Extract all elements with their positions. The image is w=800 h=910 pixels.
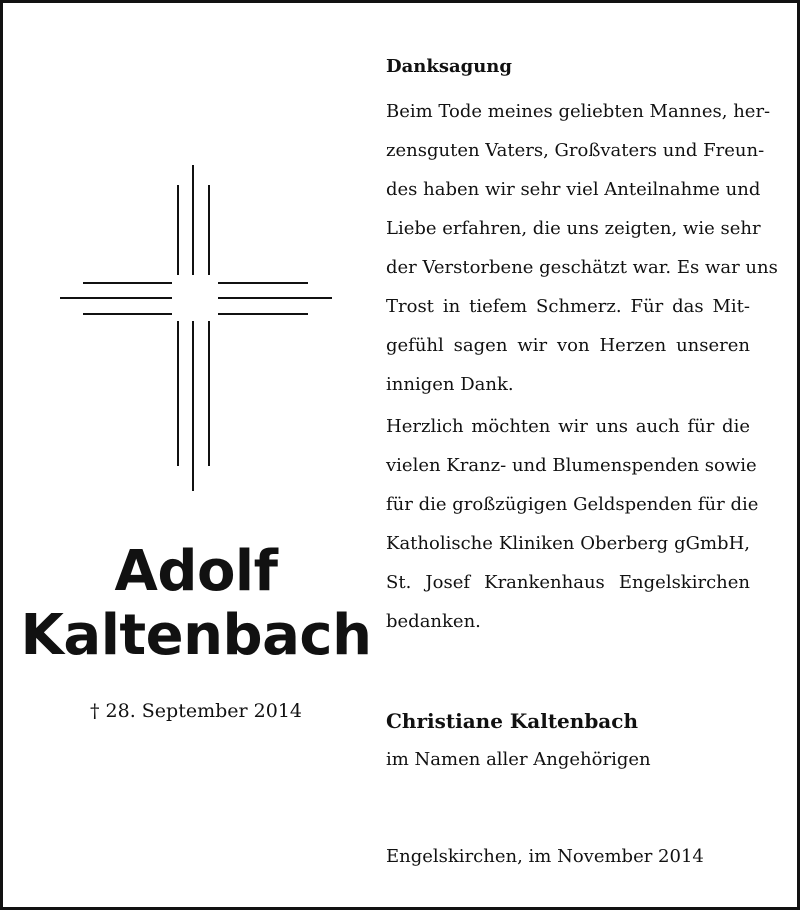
cross-icon bbox=[60, 165, 332, 491]
text-line: der Verstorbene geschätzt war. Es war uns bbox=[386, 257, 778, 278]
paragraph-thanks bbox=[386, 92, 778, 404]
deceased-last-name: Kaltenbach bbox=[20, 603, 372, 668]
paragraph-donations bbox=[386, 407, 759, 641]
text-line: zensguten Vaters, Großvaters und Freun- bbox=[386, 140, 765, 161]
on-behalf-note: im Namen aller Angehörigen bbox=[386, 749, 651, 770]
text-line: bedanken. bbox=[386, 611, 481, 632]
text-line: des haben wir sehr viel Anteilnahme und bbox=[386, 179, 761, 200]
text-line: gefühl sagen wir von Herzen unseren bbox=[386, 335, 750, 356]
deceased-name bbox=[20, 540, 372, 668]
text-line: Trost in tiefem Schmerz. Für das Mit- bbox=[386, 296, 750, 317]
place-date: Engelskirchen, im November 2014 bbox=[386, 846, 704, 867]
death-date: † 28. September 2014 bbox=[90, 700, 302, 722]
text-line: Beim Tode meines geliebten Mannes, her- bbox=[386, 101, 771, 122]
signer-name: Christiane Kaltenbach bbox=[386, 709, 638, 733]
deceased-first-name: Adolf bbox=[114, 539, 278, 604]
text-line: Liebe erfahren, die uns zeigten, wie sehr bbox=[386, 218, 761, 239]
text-line: innigen Dank. bbox=[386, 374, 514, 395]
text-line: für die großzügigen Geldspenden für die bbox=[386, 494, 759, 515]
text-line: Herzlich möchten wir uns auch für die bbox=[386, 416, 750, 437]
text-line: Katholische Kliniken Oberberg gGmbH, bbox=[386, 533, 750, 554]
text-line: vielen Kranz- und Blumenspenden sowie bbox=[386, 455, 757, 476]
text-line: St. Josef Krankenhaus Engelskirchen bbox=[386, 572, 750, 593]
heading: Danksagung bbox=[386, 56, 512, 77]
